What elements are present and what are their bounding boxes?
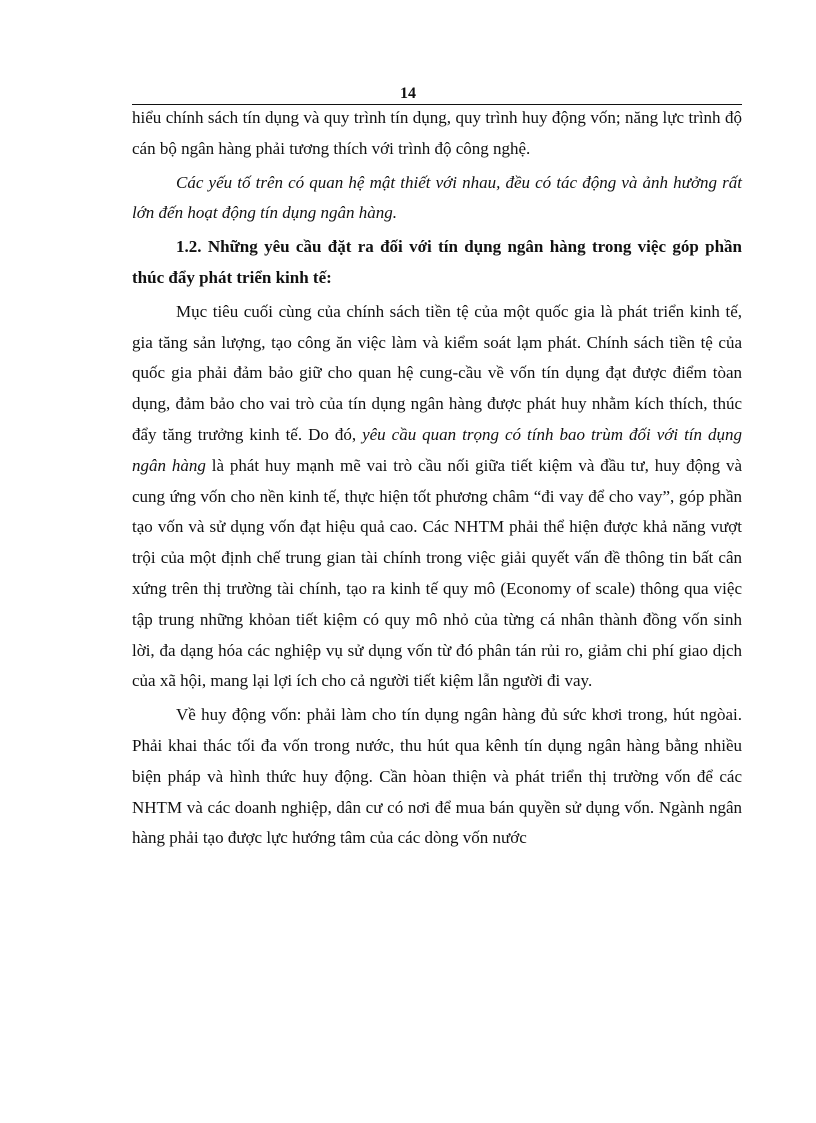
document-body bbox=[132, 103, 742, 854]
paragraph-text-part: là phát huy mạnh mẽ vai trò cầu nối giữa tiết kiệm và đầu tư, huy động và cung ứng vốn cho nền kinh tế, thực hiện tốt phương châm “đi vay để cho vay”, góp phần tạo vốn và sử dụng vốn đạt hiệu quả cao. Các NHTM phải thể hiện được khả năng vượt trội của một định chế trung gian tài chính trong việc giải quyết vấn đề thông tin bất cân xứng trên thị trường tài chính, tạo ra kinh tế quy mô (Economy of scale) thông qua việc tập trung những khỏan tiết kiệm có quy mô nhỏ của từng cá nhân thành đồng vốn sinh lời, đa dạng hóa các nghiệp vụ sử dụng vốn từ đó phân tán rủi ro, giảm chi phí giao dịch của xã hội, mang lại lợi ích cho cả người tiết kiệm lẫn người đi vay. bbox=[132, 455, 743, 691]
paragraph-monetary-policy bbox=[132, 297, 742, 697]
paragraph-italic-note: Các yếu tố trên có quan hệ mật thiết với nhau, đều có tác động và ảnh hưởng rất lớn đến hoạt động tín dụng ngân hàng. bbox=[132, 172, 742, 223]
paragraph-italic-emphasis: yêu cầu quan trọng có tính bao trùm đối với tín dụng ngân hàng bbox=[132, 424, 743, 475]
section-heading: 1.2. Những yêu cầu đặt ra đối với tín dụng ngân hàng trong việc góp phần thúc đẩy phát triển kinh tế: bbox=[132, 237, 742, 287]
paragraph-continued: hiểu chính sách tín dụng và quy trình tín dụng, quy trình huy động vốn; năng lực trình độ cán bộ ngân hàng phải tương thích với trình độ công nghệ. bbox=[132, 108, 742, 158]
paragraph-capital-mobilization: Về huy động vốn: phải làm cho tín dụng ngân hàng đủ sức khơi trong, hút ngòai. Phải khai thác tối đa vốn trong nước, thu hút qua kênh tín dụng ngân hàng bằng nhiều biện pháp và hình thức huy động. Cần hòan thiện và phát triển thị trường vốn để các NHTM và các doanh nghiệp, dân cư có nơi để mua bán quyền sử dụng vốn. Ngành ngân hàng phải tạo được lực hướng tâm của các dòng vốn nước bbox=[132, 705, 742, 848]
page-number: 14 bbox=[400, 85, 416, 102]
paragraph-text-part: Mục tiêu cuối cùng của chính sách tiền tệ của một quốc gia là phát triển kinh tế, gia tăng sản lượng, tạo công ăn việc làm và kiểm soát lạm phát. Chính sách tiền tệ của quốc gia phải đảm bảo giữ cho quan hệ cung-cầu về vốn tín dụng đạt được điểm tòan dụng, đảm bảo cho vai trò của tín dụng ngân hàng được phát huy nhằm kích thích, thúc đẩy tăng trưởng kinh tế. Do đó, bbox=[132, 301, 742, 444]
